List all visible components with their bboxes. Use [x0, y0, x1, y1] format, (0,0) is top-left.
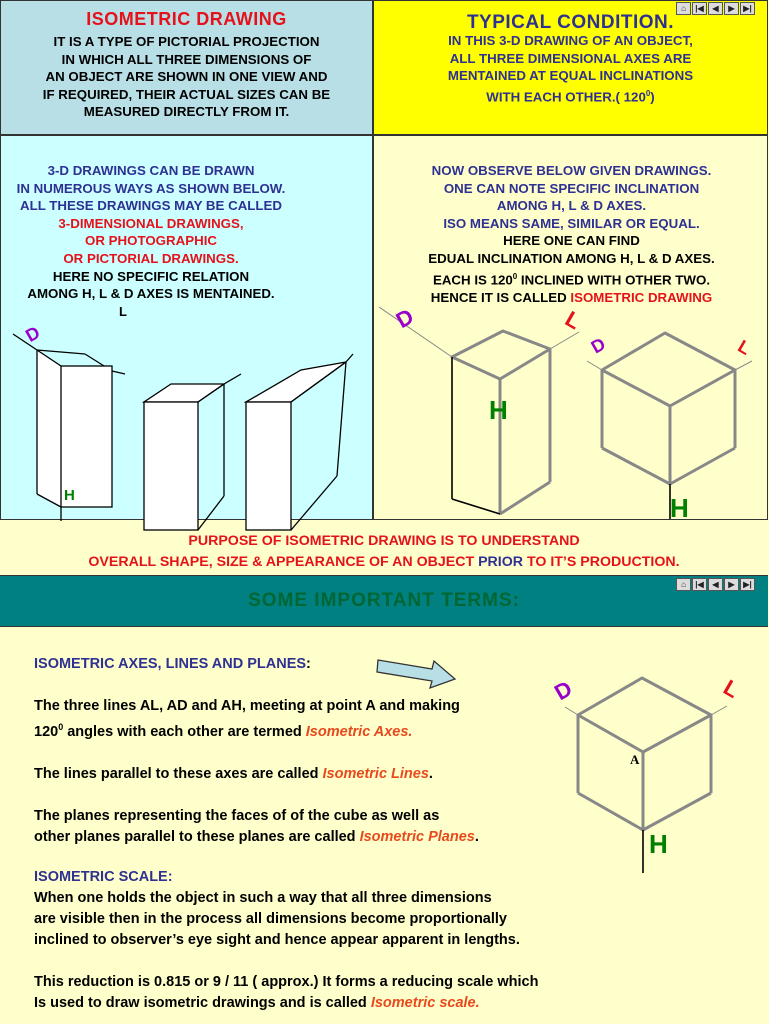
scale-heading: ISOMETRIC SCALE:	[34, 868, 173, 885]
pointer-arrow-icon	[375, 655, 460, 690]
isometric-cube-axes	[545, 665, 760, 880]
axis-label-h: H	[670, 493, 689, 523]
oblique-drawings	[1, 304, 374, 521]
axis-label-l: L	[119, 304, 127, 319]
scale-paragraph: When one holds the object in such a way that all three dimensions are visible then in the process all dimensions become proportionally inclined to observer’s eye sight and hence appear apparent in lengths.	[34, 889, 520, 948]
slide-nav-bottom	[676, 578, 755, 591]
axis-label-h: H	[649, 829, 668, 859]
section-header-band	[0, 575, 768, 627]
slide-nav-top	[676, 2, 755, 15]
prev-slide-icon[interactable]: ◀	[708, 2, 723, 15]
home-icon[interactable]: ⌂	[676, 578, 691, 591]
reduction-paragraph: This reduction is 0.815 or 9 / 11 ( approx.) It forms a reducing scale which Is used to draw isometric drawings and is called Isometric scale.	[34, 973, 539, 1011]
next-slide-icon[interactable]: ▶	[724, 2, 739, 15]
axis-label-l: L	[560, 305, 586, 335]
first-slide-icon[interactable]: |◀	[692, 578, 707, 591]
axis-label-d: D	[22, 322, 44, 347]
condition-text: IN THIS 3-D DRAWING OF AN OBJECT, ALL THREE DIMENSIONAL AXES ARE MENTAINED AT EQUAL INCLINATIONS WITH EACH OTHER.( $120^0$)	[447, 33, 694, 105]
panel-typical-condition	[373, 0, 768, 135]
axis-label-l: L	[734, 336, 755, 359]
axis-label-d: D	[587, 333, 609, 358]
pictorial-text: 3-D DRAWINGS CAN BE DRAWN IN NUMEROUS WAYS AS SHOWN BELOW. ALL THESE DRAWINGS MAY BE CALLED 3-DIMENSIONAL DRAWINGS, OR PHOTOGRAPHIC OR PICTORIAL DRAWINGS. HERE NO SPECIFIC RELATION AMONG H, L & D AXES IS MENTAINED.	[16, 163, 286, 302]
axes-paragraph: The three lines AL, AD and AH, meeting at point A and making $120^0$ angles with each other are termed Isometric Axes.	[34, 698, 460, 740]
panel-pictorial-drawings	[0, 135, 373, 520]
last-slide-icon[interactable]: ▶|	[740, 578, 755, 591]
home-icon[interactable]: ⌂	[676, 2, 691, 15]
point-label-a: A	[630, 752, 640, 767]
axis-label-h: H	[64, 487, 75, 504]
axis-label-h: H	[489, 395, 508, 425]
axes-heading: ISOMETRIC AXES, LINES AND PLANES:	[34, 656, 311, 672]
section-title: SOME IMPORTANT TERMS:	[248, 590, 520, 611]
observe-text: NOW OBSERVE BELOW GIVEN DRAWINGS. ONE CAN NOTE SPECIFIC INCLINATION AMONG H, L & D AXES. ISO MEANS SAME, SIMILAR OR EQUAL. HERE ONE CAN FIND EDUAL INCLINATION AMONG H, L & D AXES. EACH IS $120^0$ INCLINED WITH OTHER TWO. HENCE IT IS CALLED ISOMETRIC DRAWING	[428, 163, 715, 305]
first-slide-icon[interactable]: |◀	[692, 2, 707, 15]
panel-title: TYPICAL CONDITION.	[466, 12, 675, 33]
lines-paragraph: The lines parallel to these axes are called Isometric Lines.	[34, 765, 433, 782]
next-slide-icon[interactable]: ▶	[724, 578, 739, 591]
prev-slide-icon[interactable]: ◀	[708, 578, 723, 591]
panel-definition	[0, 0, 373, 135]
definition-text: IT IS A TYPE OF PICTORIAL PROJECTION IN WHICH ALL THREE DIMENSIONS OF AN OBJECT ARE SHOWN IN ONE VIEW AND IF REQUIRED, THEIR ACTUAL SIZES CAN BE MEASURED DIRECTLY FROM IT.	[42, 34, 331, 120]
last-slide-icon[interactable]: ▶|	[740, 2, 755, 15]
axis-label-d: D	[550, 675, 577, 706]
isometric-drawings	[374, 299, 769, 521]
purpose-statement: PURPOSE OF ISOMETRIC DRAWING IS TO UNDERSTAND OVERALL SHAPE, SIZE & APPEARANCE OF AN OBJECT PRIOR TO IT’S PRODUCTION.	[88, 533, 680, 570]
panel-title: ISOMETRIC DRAWING	[86, 9, 287, 29]
planes-paragraph: The planes representing the faces of of the cube as well as other planes parallel to these planes are called Isometric Planes.	[34, 807, 479, 845]
axis-label-d: D	[391, 303, 418, 334]
axis-label-l: L	[719, 674, 744, 703]
panel-isometric-observe	[373, 135, 768, 523]
